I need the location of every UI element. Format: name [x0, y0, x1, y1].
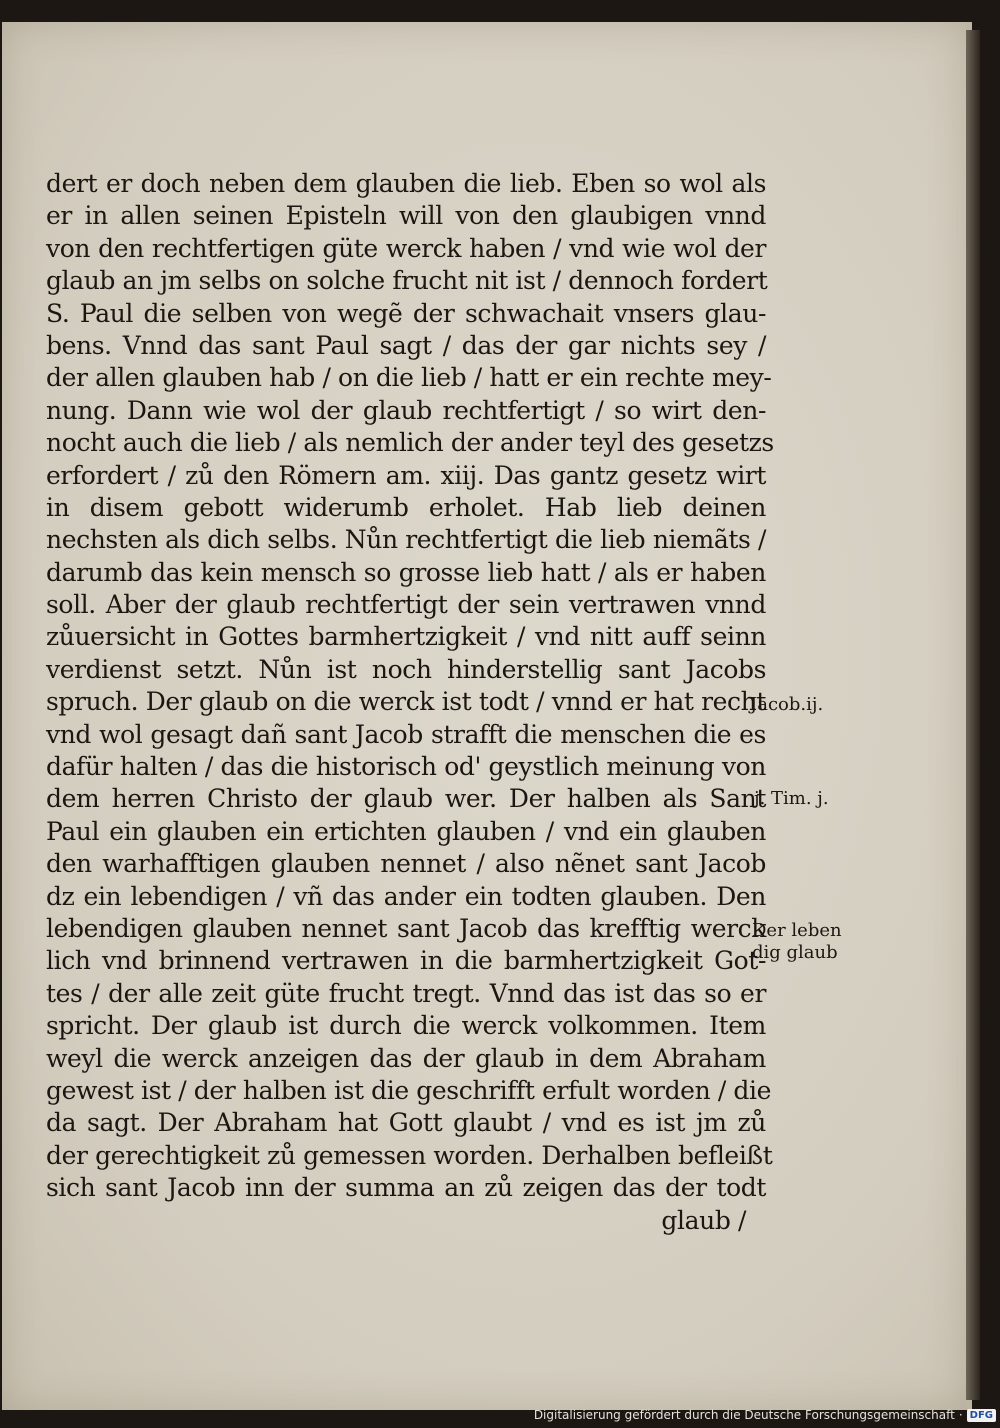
text-line: soll. Aber der glaub rechtfertigt der sein vertrawen vnnd — [46, 590, 766, 620]
text-line: der allen glauben hab / on die lieb / hatt er ein rechte mey- — [46, 363, 772, 393]
text-line: zůuersicht in Gottes barmhertzigkeit / vnd nitt auff seinn — [46, 622, 766, 652]
text-line: dert er doch neben dem glauben die lieb. Eben so wol als — [46, 169, 766, 198]
text-line: nocht auch die lieb / als nemlich der ander teyl des gesetzs — [46, 428, 774, 458]
catchword: glaub / — [661, 1205, 746, 1235]
footer-separator: · — [958, 1408, 963, 1422]
text-line: nechsten als dich selbs. Nůn rechtfertigt die lieb niemãts / — [46, 525, 766, 555]
text-line: weyl die werck anzeigen das der glaub in dem Abraham — [46, 1043, 766, 1073]
book-page — [2, 22, 972, 1410]
text-line: vnd wol gesagt dañ sant Jacob strafft die menschen die es — [46, 719, 766, 749]
text-line: in disem gebott widerumb erholet. Hab lieb deinen — [46, 492, 766, 522]
text-line: er in allen seinen Episteln will von den glaubigen vnnd — [46, 201, 766, 231]
page-edge-shadow — [966, 30, 980, 1400]
text-line: den warhafftigen glauben nennet / also nẽnet sant Jacob — [46, 849, 766, 879]
dfg-logo: DFG — [967, 1409, 996, 1422]
text-line: spruch. Der glaub on die werck ist todt / vnnd er hat recht — [46, 687, 766, 717]
text-line: erfordert / zů den Römern am. xiij. Das gantz gesetz wirt — [46, 460, 766, 490]
text-line: von den rechtfertigen güte werck haben / vnd wie wol der — [46, 233, 766, 263]
text-line: dz ein lebendigen / vñ das ander ein todten glauben. Den — [46, 881, 766, 911]
text-line: verdienst setzt. Nůn ist noch hinderstellig sant Jacobs — [46, 654, 766, 684]
margin-gloss-leben-line1: Der leben — [752, 920, 842, 941]
text-line: gewest ist / der halben ist die geschrifft erfult worden / die — [46, 1075, 771, 1105]
text-line: nung. Dann wie wol der glaub rechtfertigt / so wirt den- — [46, 395, 766, 425]
text-line: lich vnd brinnend vertrawen in die barmhertzigkeit Got- — [46, 946, 766, 976]
text-line: dem herren Christo der glaub wer. Der halben als Sant — [46, 784, 766, 814]
text-line: bens. Vnnd das sant Paul sagt / das der gar nichts sey / — [46, 330, 766, 360]
margin-gloss-tim: j. Tim. j. — [754, 788, 829, 809]
main-text-block — [46, 168, 774, 1237]
text-line: S. Paul die selben von wegẽ der schwachait vnsers glau- — [46, 298, 766, 328]
margin-gloss-leben-line2: dig glaub — [752, 942, 838, 963]
text-line: sich sant Jacob inn der summa an zů zeigen das der todt — [46, 1173, 766, 1203]
text-line: lebendigen glauben nennet sant Jacob das krefftig werck — [46, 913, 766, 943]
text-line: darumb das kein mensch so grosse lieb hatt / als er haben — [46, 557, 766, 587]
text-line: glaub an jm selbs on solche frucht nit ist / dennoch fordert — [46, 266, 768, 296]
text-line: der gerechtigkeit zů gemessen worden. Derhalben befleißt — [46, 1140, 773, 1170]
text-line: spricht. Der glaub ist durch die werck volkommen. Item — [46, 1011, 766, 1041]
text-line: da sagt. Der Abraham hat Gott glaubt / vnd es ist jm zů — [46, 1108, 766, 1138]
margin-gloss-jacob: Jacob.ij. — [750, 694, 824, 715]
text-line: Paul ein glauben ein ertichten glauben / vnd ein glauben — [46, 816, 766, 846]
text-line: dafür halten / das die historisch od' geystlich meinung von — [46, 752, 766, 782]
text-line: tes / der alle zeit güte frucht tregt. Vnnd das ist das so er — [46, 978, 766, 1008]
footer-credit — [534, 1404, 996, 1426]
footer-text: Digitalisierung gefördert durch die Deutsche Forschungsgemeinschaft — [533, 1408, 955, 1422]
